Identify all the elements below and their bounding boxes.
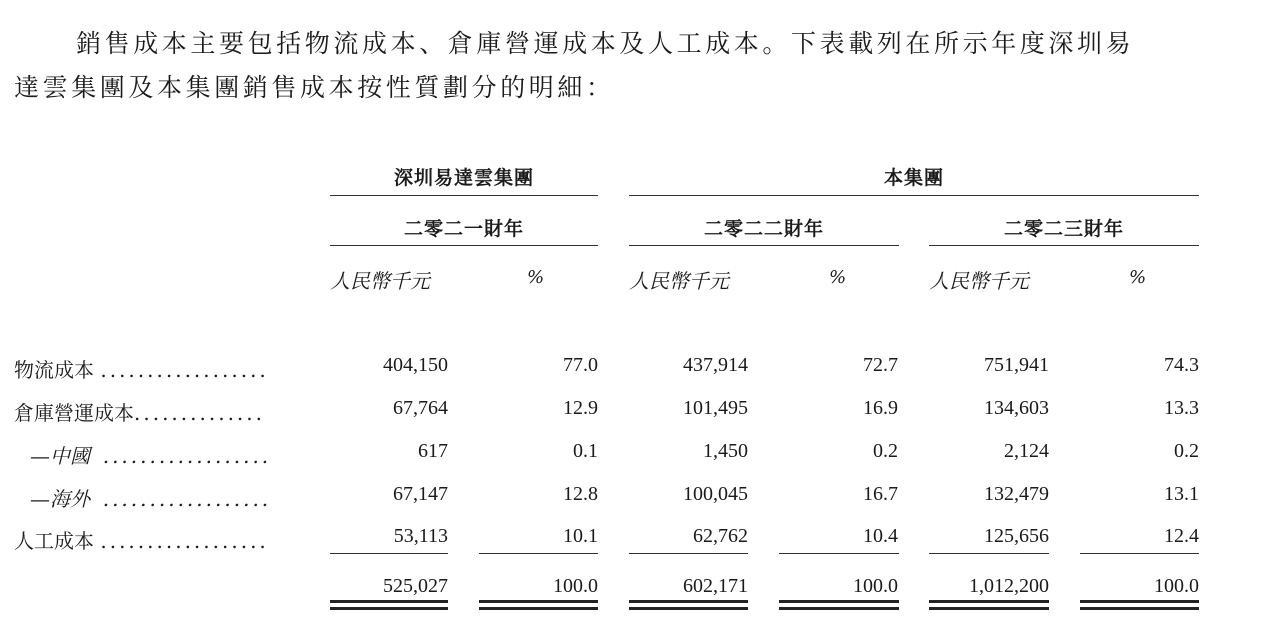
cell-value: 62,762 [693,525,748,547]
total-double-rule [929,600,1049,610]
cell-value: 67,147 [393,483,448,505]
subtotal-rule [779,553,899,554]
total-value: 100.0 [553,575,598,597]
cell-value: 101,495 [683,397,748,419]
cell-value: 10.4 [863,525,898,547]
total-double-rule [1080,600,1199,610]
subtotal-rule [330,553,448,554]
cell-value: 0.2 [1174,440,1199,462]
cell-value: 12.4 [1164,525,1199,547]
cell-value: 404,150 [383,354,448,376]
group-header-rule [629,195,1199,196]
intro-line-2: 達雲集團及本集團銷售成本按性質劃分的明細： [14,73,615,102]
cell-value: 74.3 [1164,354,1199,376]
row-label-labour: 人工成本 .................. [14,529,269,553]
year-header-rule [929,245,1199,246]
total-double-rule [779,600,899,610]
cell-value: 0.1 [573,440,598,462]
cell-value: 67,764 [393,397,448,419]
total-double-rule [479,600,598,610]
cell-value: 12.8 [563,483,598,505]
cell-value: 132,479 [984,483,1049,505]
total-double-rule [629,600,748,610]
group-header-group: 本集團 [883,167,944,189]
cell-value: 13.3 [1164,397,1199,419]
cell-value: 100,045 [683,483,748,505]
cell-value: 2,124 [1004,440,1049,462]
group-header-rule [330,195,598,196]
cell-value: 13.1 [1164,483,1199,505]
row-label-china: —中國 .................. [30,444,272,468]
cell-value: 125,656 [984,525,1049,547]
unit-label: 人民幣千元 [330,269,430,293]
row-label-logistics: 物流成本 .................. [14,358,269,382]
unit-label: 人民幣千元 [929,269,1029,293]
year-header-rule [629,245,899,246]
percent-label: % [829,267,847,288]
cell-value: 751,941 [984,354,1049,376]
cell-value: 72.7 [863,354,898,376]
cell-value: 16.7 [863,483,898,505]
total-value: 525,027 [383,575,448,597]
percent-label: % [1129,267,1147,288]
subtotal-rule [1080,553,1199,554]
group-header-yidayun: 深圳易達雲集團 [393,167,534,189]
percent-label: % [527,267,545,288]
subtotal-rule [479,553,598,554]
subtotal-rule [929,553,1049,554]
cell-value: 437,914 [683,354,748,376]
cell-value: 53,113 [393,525,448,547]
cell-value: 1,450 [703,440,748,462]
intro-line-1: 銷售成本主要包括物流成本、倉庫營運成本及人工成本。下表載列在所示年度深圳易 [76,29,1135,58]
cell-value: 77.0 [563,354,598,376]
cell-value: 617 [418,440,448,462]
year-header-fy2021: 二零二一財年 [403,218,524,240]
year-header-fy2022: 二零二二財年 [703,218,824,240]
total-value: 602,171 [683,575,748,597]
cell-value: 0.2 [873,440,898,462]
total-double-rule [330,600,448,610]
cell-value: 10.1 [563,525,598,547]
unit-label: 人民幣千元 [629,269,729,293]
year-header-fy2023: 二零二三財年 [1003,218,1124,240]
total-value: 100.0 [1154,575,1199,597]
cell-value: 134,603 [984,397,1049,419]
row-label-overseas: —海外 .................. [30,487,272,511]
intro-paragraph [14,22,1234,110]
total-value: 1,012,200 [969,575,1049,597]
cell-value: 16.9 [863,397,898,419]
total-value: 100.0 [853,575,898,597]
row-label-warehouse: 倉庫營運成本.............. [14,401,266,425]
year-header-rule [330,245,598,246]
subtotal-rule [629,553,748,554]
cell-value: 12.9 [563,397,598,419]
